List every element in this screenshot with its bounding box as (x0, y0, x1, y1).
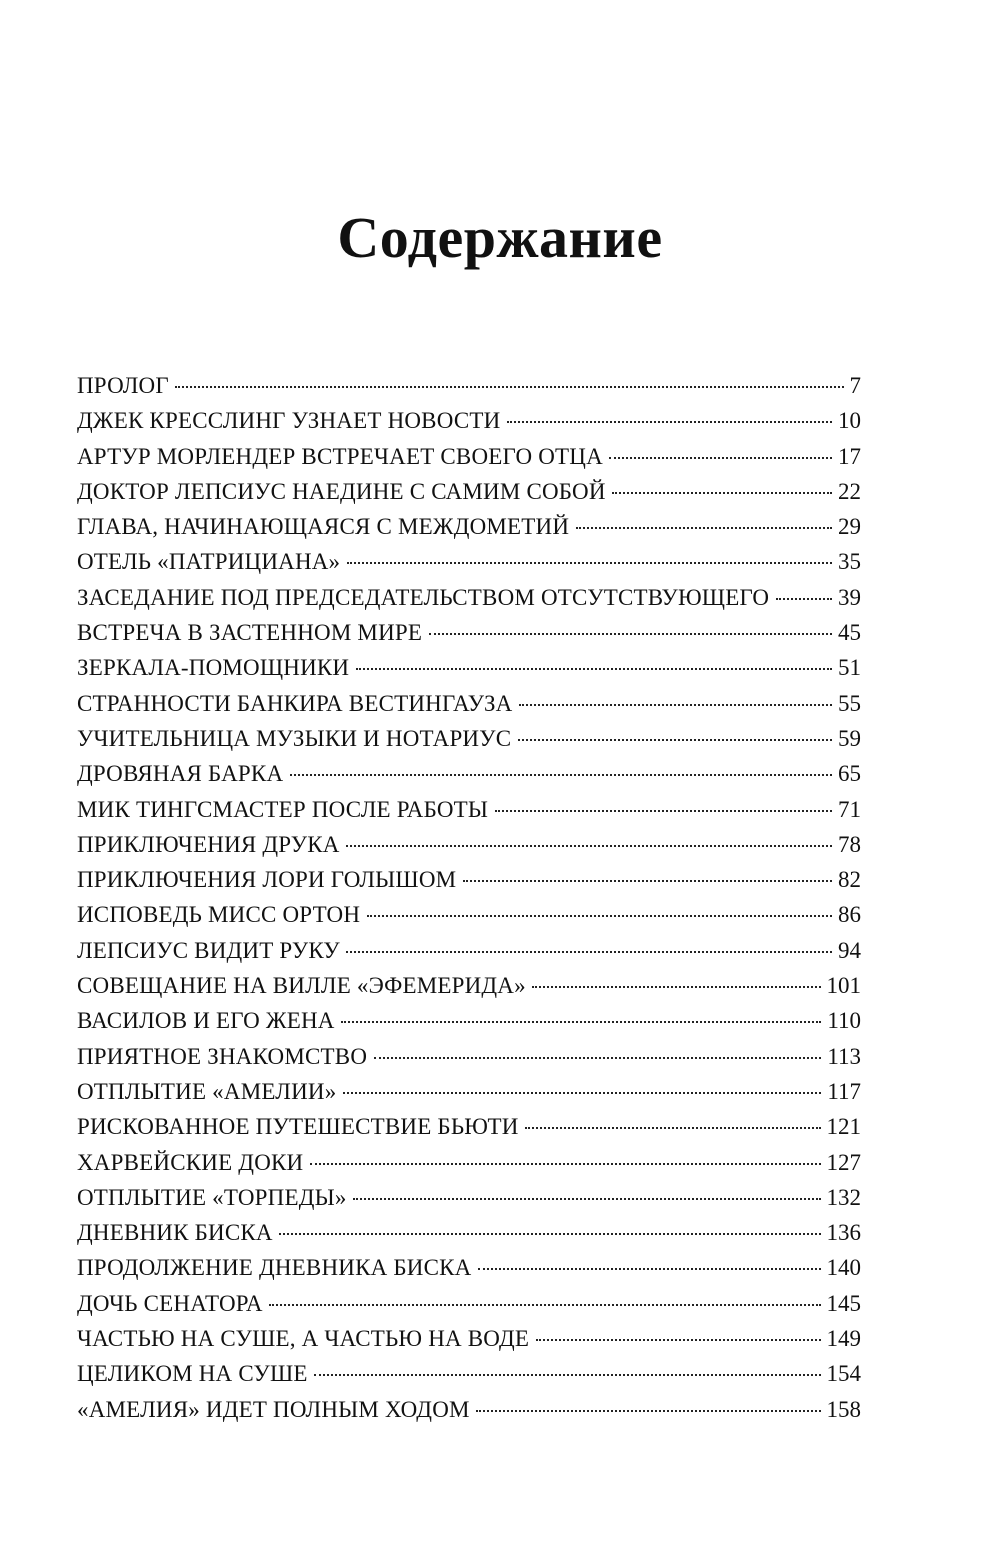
toc-entry-title-wrap (77, 721, 512, 756)
toc-dot-leader (346, 845, 832, 847)
toc-entry-page-number: 132 (826, 1184, 861, 1210)
toc-entry (77, 1074, 861, 1109)
toc-entry-title-wrap (77, 1215, 273, 1250)
toc-dot-leader (175, 386, 844, 388)
toc-dot-leader (463, 880, 832, 882)
toc-entry-page-number: 29 (838, 514, 861, 540)
toc-entry-title-wrap (77, 403, 501, 438)
toc-entry-title-wrap (77, 792, 489, 827)
toc-entry-title: ЛЕПСИУС ВИДИТ РУКУ (77, 937, 340, 963)
toc-entry-title-wrap (77, 1321, 530, 1356)
toc-dot-leader (290, 774, 832, 776)
toc-entry-title: ОТПЛЫТИЕ «АМЕЛИИ» (77, 1078, 337, 1104)
toc-entry-title: ВАСИЛОВ И ЕГО ЖЕНА (77, 1008, 335, 1034)
toc-dot-leader (310, 1163, 821, 1165)
toc-entry-page-number: 10 (838, 408, 861, 434)
toc-entry-title: ПРОДОЛЖЕНИЕ ДНЕВНИКА БИСКА (77, 1255, 472, 1281)
toc-entry-page-number: 117 (827, 1078, 861, 1104)
toc-entry-page-number: 154 (826, 1361, 861, 1387)
toc-entry-title-wrap (77, 1392, 470, 1427)
toc-dot-leader (374, 1057, 821, 1059)
toc-entry-title-wrap (77, 474, 606, 509)
toc-dot-leader (532, 986, 821, 988)
toc-entry-page-number: 145 (826, 1290, 861, 1316)
toc-entry-title-wrap (77, 1145, 304, 1180)
toc-dot-leader (279, 1233, 821, 1235)
toc-entry-page-number: 136 (826, 1220, 861, 1246)
toc-entry (77, 615, 861, 650)
toc-entry-title-wrap (77, 1039, 368, 1074)
toc-dot-leader (314, 1374, 821, 1376)
toc-entry-title: ОТЕЛЬ «ПАТРИЦИАНА» (77, 549, 341, 575)
toc-dot-leader (476, 1410, 821, 1412)
toc-dot-leader (356, 668, 832, 670)
toc-entry-page-number: 39 (838, 584, 861, 610)
toc-entry (77, 1250, 861, 1285)
toc-entry-title-wrap (77, 862, 457, 897)
toc-entry-title-wrap (77, 1180, 347, 1215)
toc-entry (77, 580, 861, 615)
toc-dot-leader (346, 951, 832, 953)
toc-dot-leader (347, 562, 832, 564)
toc-entry-title: ПРОЛОГ (77, 373, 169, 398)
toc-entry-title: ПРИЯТНОЕ ЗНАКОМСТВО (77, 1043, 368, 1069)
toc-entry-title: ГЛАВА, НАЧИНАЮЩАЯСЯ С МЕЖДОМЕТИЙ (77, 514, 570, 540)
toc-entry-title: МИК ТИНГСМАСТЕР ПОСЛЕ РАБОТЫ (77, 796, 489, 822)
toc-entry-title-wrap (77, 897, 361, 932)
toc-entry-title: ОТПЛЫТИЕ «ТОРПЕДЫ» (77, 1184, 347, 1210)
toc-dot-leader (343, 1092, 821, 1094)
toc-entry (77, 403, 861, 438)
toc-dot-leader (576, 527, 832, 529)
toc-entry (77, 827, 861, 862)
toc-entry-title: ИСПОВЕДЬ МИСС ОРТОН (77, 902, 361, 928)
toc-dot-leader (367, 915, 832, 917)
toc-entry (77, 792, 861, 827)
toc-entry-title: ДРОВЯНАЯ БАРКА (77, 761, 284, 787)
toc-entry-title-wrap (77, 544, 341, 579)
toc-entry-page-number: 51 (838, 655, 861, 681)
toc-entry (77, 474, 861, 509)
toc-dot-leader (536, 1339, 821, 1341)
toc-entry-page-number: 101 (826, 973, 861, 999)
toc-entry (77, 756, 861, 791)
toc-entry-title: ДОКТОР ЛЕПСИУС НАЕДИНЕ С САМИМ СОБОЙ (77, 478, 606, 504)
toc-entry (77, 509, 861, 544)
toc-entry-page-number: 65 (838, 761, 861, 787)
toc-entry (77, 368, 861, 403)
toc-entry-title-wrap (77, 1286, 263, 1321)
toc-entry-title: ДОЧЬ СЕНАТОРА (77, 1290, 263, 1316)
toc-entry-title: СТРАННОСТИ БАНКИРА ВЕСТИНГАУЗА (77, 690, 513, 716)
toc-entry-page-number: 86 (838, 902, 861, 928)
toc-entry (77, 1039, 861, 1074)
toc-dot-leader (776, 598, 832, 600)
toc-entry-title: ХАРВЕЙСКИЕ ДОКИ (77, 1149, 304, 1175)
toc-entry-title-wrap (77, 580, 770, 615)
toc-entry-title-wrap (77, 1003, 335, 1038)
toc-entry-title-wrap (77, 827, 340, 862)
toc-entry-title-wrap (77, 509, 570, 544)
table-of-contents (77, 368, 861, 1427)
toc-entry (77, 1286, 861, 1321)
toc-entry-page-number: 127 (826, 1149, 861, 1175)
toc-dot-leader (269, 1304, 821, 1306)
toc-entry (77, 1109, 861, 1144)
toc-entry (77, 721, 861, 756)
toc-entry-title: РИСКОВАННОЕ ПУТЕШЕСТВИЕ БЬЮТИ (77, 1114, 519, 1140)
toc-entry-title-wrap (77, 439, 603, 474)
toc-entry-title-wrap (77, 686, 513, 721)
toc-entry-title-wrap (77, 968, 526, 1003)
toc-entry-page-number: 17 (838, 443, 861, 469)
toc-dot-leader (525, 1127, 821, 1129)
toc-entry-title: ДЖЕК КРЕССЛИНГ УЗНАЕТ НОВОСТИ (77, 408, 501, 434)
toc-entry-title-wrap (77, 933, 340, 968)
toc-entry-title-wrap (77, 368, 169, 403)
toc-entry-title: ЦЕЛИКОМ НА СУШЕ (77, 1361, 308, 1387)
toc-dot-leader (507, 421, 832, 423)
toc-dot-leader (478, 1268, 821, 1270)
toc-entry (77, 897, 861, 932)
toc-entry-title: ВСТРЕЧА В ЗАСТЕННОМ МИРЕ (77, 620, 423, 646)
toc-entry-page-number: 110 (827, 1008, 861, 1034)
toc-entry (77, 439, 861, 474)
toc-entry (77, 1321, 861, 1356)
toc-entry (77, 1215, 861, 1250)
toc-entry-page-number: 55 (838, 690, 861, 716)
toc-entry-title: ПРИКЛЮЧЕНИЯ ЛОРИ ГОЛЫШОМ (77, 867, 457, 893)
toc-entry-page-number: 94 (838, 937, 861, 963)
toc-entry (77, 544, 861, 579)
toc-entry (77, 1356, 861, 1391)
toc-entry-page-number: 113 (827, 1043, 861, 1069)
toc-entry-title: АРТУР МОРЛЕНДЕР ВСТРЕЧАЕТ СВОЕГО ОТЦА (77, 443, 603, 469)
toc-entry-page-number: 158 (826, 1396, 861, 1422)
toc-entry-page-number: 78 (838, 831, 861, 857)
toc-entry-page-number: 71 (838, 796, 861, 822)
toc-entry-title: ЗАСЕДАНИЕ ПОД ПРЕДСЕДАТЕЛЬСТВОМ ОТСУТСТВУЮЩЕГО (77, 584, 770, 610)
toc-entry-page-number: 82 (838, 867, 861, 893)
toc-dot-leader (341, 1021, 821, 1023)
toc-dot-leader (495, 810, 832, 812)
toc-dot-leader (612, 492, 832, 494)
toc-entry-title: ПРИКЛЮЧЕНИЯ ДРУКА (77, 831, 340, 857)
toc-dot-leader (429, 633, 832, 635)
page-title: Содержание (337, 205, 663, 270)
toc-entry (77, 933, 861, 968)
toc-entry-title-wrap (77, 615, 423, 650)
toc-entry-title: ДНЕВНИК БИСКА (77, 1220, 273, 1246)
toc-entry (77, 1145, 861, 1180)
toc-dot-leader (353, 1198, 821, 1200)
toc-entry-title-wrap (77, 1250, 472, 1285)
toc-entry-title: ЗЕРКАЛА-ПОМОЩНИКИ (77, 655, 350, 681)
toc-entry-page-number: 22 (838, 478, 861, 504)
toc-entry-title: «АМЕЛИЯ» ИДЕТ ПОЛНЫМ ХОДОМ (77, 1396, 470, 1422)
toc-entry-page-number: 7 (849, 373, 861, 398)
toc-entry-page-number: 59 (838, 725, 861, 751)
toc-entry-title-wrap (77, 1356, 308, 1391)
toc-entry (77, 650, 861, 685)
toc-entry-title-wrap (77, 1109, 519, 1144)
toc-dot-leader (609, 457, 832, 459)
toc-entry-title: УЧИТЕЛЬНИЦА МУЗЫКИ И НОТАРИУС (77, 725, 512, 751)
toc-entry-title-wrap (77, 756, 284, 791)
toc-dot-leader (518, 739, 832, 741)
toc-entry-page-number: 140 (826, 1255, 861, 1281)
toc-entry (77, 686, 861, 721)
toc-entry (77, 862, 861, 897)
toc-entry-page-number: 45 (838, 620, 861, 646)
toc-entry-title-wrap (77, 650, 350, 685)
toc-entry-page-number: 35 (838, 549, 861, 575)
toc-entry-title: СОВЕЩАНИЕ НА ВИЛЛЕ «ЭФЕМЕРИДА» (77, 973, 526, 999)
toc-entry-page-number: 149 (826, 1326, 861, 1352)
toc-dot-leader (519, 704, 832, 706)
toc-entry (77, 1180, 861, 1215)
toc-entry (77, 968, 861, 1003)
toc-entry-title: ЧАСТЬЮ НА СУШЕ, А ЧАСТЬЮ НА ВОДЕ (77, 1326, 530, 1352)
toc-entry-title-wrap (77, 1074, 337, 1109)
toc-entry (77, 1003, 861, 1038)
toc-entry (77, 1392, 861, 1427)
toc-entry-page-number: 121 (826, 1114, 861, 1140)
